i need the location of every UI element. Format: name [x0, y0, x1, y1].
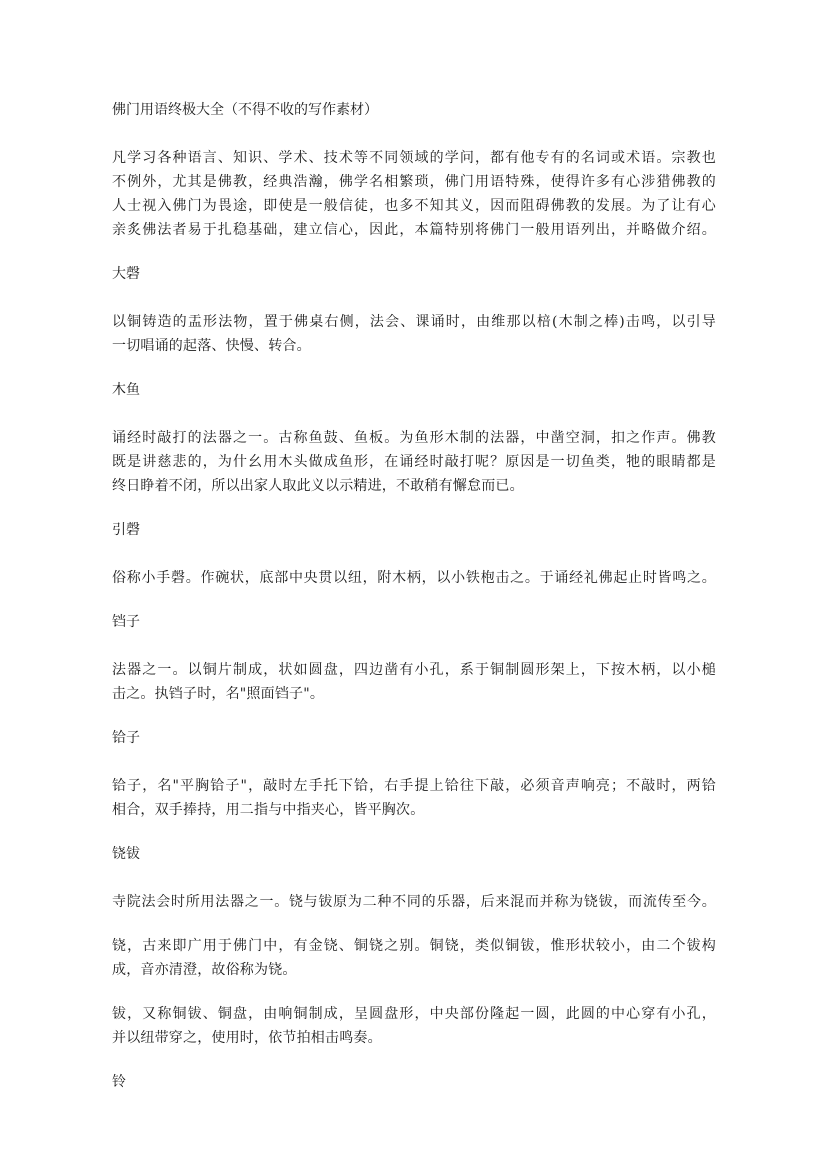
section-heading: 木鱼 — [112, 382, 140, 398]
section-heading: 引磬 — [112, 522, 140, 538]
text-line: 法器之一。以铜片制成，状如圆盘，四边凿有小孔，系于铜制圆形架上，下按木柄，以小槌 — [112, 662, 716, 678]
section-heading: 大磬 — [112, 266, 140, 282]
section-paragraph — [112, 774, 716, 822]
text-line: 俗称小手磬。作碗状，底部中央贯以纽，附木柄，以小铁枹击之。于诵经礼佛起止时皆鸣之。 — [112, 570, 716, 586]
section-heading: 铪子 — [112, 730, 140, 746]
document-title: 佛门用语终极大全（不得不收的写作素材） — [112, 102, 378, 118]
text-line: 并以纽带穿之，使用时，依节拍相击鸣奏。 — [112, 1030, 382, 1046]
text-line: 诵经时敲打的法器之一。古称鱼鼓、鱼板。为鱼形木制的法器，中凿空洞，扣之作声。佛教 — [112, 430, 716, 446]
text-line: 人士视入佛门为畏途，即使是一般信徒，也多不知其义，因而阻碍佛教的发展。为了让有心 — [112, 198, 716, 214]
text-line: 相合，双手捧持，用二指与中指夹心，皆平胸次。 — [112, 802, 425, 818]
text-line: 成，音亦清澄，故俗称为铙。 — [112, 962, 297, 978]
text-line: 凡学习各种语言、知识、学术、技术等不同领域的学问，都有他专有的名词或术语。宗教也 — [112, 150, 716, 166]
text-line: 终日睁着不闭，所以出家人取此义以示精进，不敢稍有懈怠而已。 — [112, 478, 524, 494]
text-line: 寺院法会时所用法器之一。铙与钹原为二种不同的乐器，后来混而并称为铙钹，而流传至今。 — [112, 894, 716, 910]
section-paragraph — [112, 426, 716, 498]
section-paragraph — [112, 310, 716, 358]
section-heading: 铙钹 — [112, 846, 140, 862]
intro-paragraph — [112, 146, 716, 242]
section-paragraph — [112, 890, 716, 914]
section-paragraph — [112, 934, 716, 982]
text-line: 铙，古来即广用于佛门中，有金铙、铜铙之别。铜铙，类似铜钹，惟形状较小，由二个钹构 — [112, 938, 716, 954]
section-paragraph — [112, 566, 716, 590]
text-line: 钹，又称铜钹、铜盘，由响铜制成，呈圆盘形，中央部份隆起一圆，此圆的中心穿有小孔， — [112, 1006, 716, 1022]
text-line: 亲炙佛法者易于扎稳基础，建立信心，因此，本篇特别将佛门一般用语列出，并略做介绍。 — [112, 222, 716, 238]
text-line: 以铜铸造的盂形法物，置于佛桌右侧，法会、课诵时，由维那以棓(木制之棒)击鸣，以引导 — [112, 314, 716, 330]
text-line: 铪子，名"平胸铪子"，敲时左手托下铪，右手提上铪往下敲，必须音声响亮；不敲时，两铪 — [112, 778, 716, 794]
section-paragraph — [112, 1002, 716, 1050]
section-paragraph — [112, 658, 716, 706]
document-page — [112, 98, 716, 1094]
text-line: 一切唱诵的起落、快慢、转合。 — [112, 338, 311, 354]
section-heading: 铃 — [112, 1074, 126, 1090]
text-line: 既是讲慈悲的，为什幺用木头做成鱼形，在诵经时敲打呢？原因是一切鱼类，牠的眼睛都是 — [112, 454, 716, 470]
text-line: 击之。执铛子时，名"照面铛子"。 — [112, 686, 325, 702]
text-line: 不例外，尤其是佛教，经典浩瀚，佛学名相繁琐，佛门用语特殊，使得许多有心涉猎佛教的 — [112, 174, 716, 190]
section-heading: 铛子 — [112, 614, 140, 630]
